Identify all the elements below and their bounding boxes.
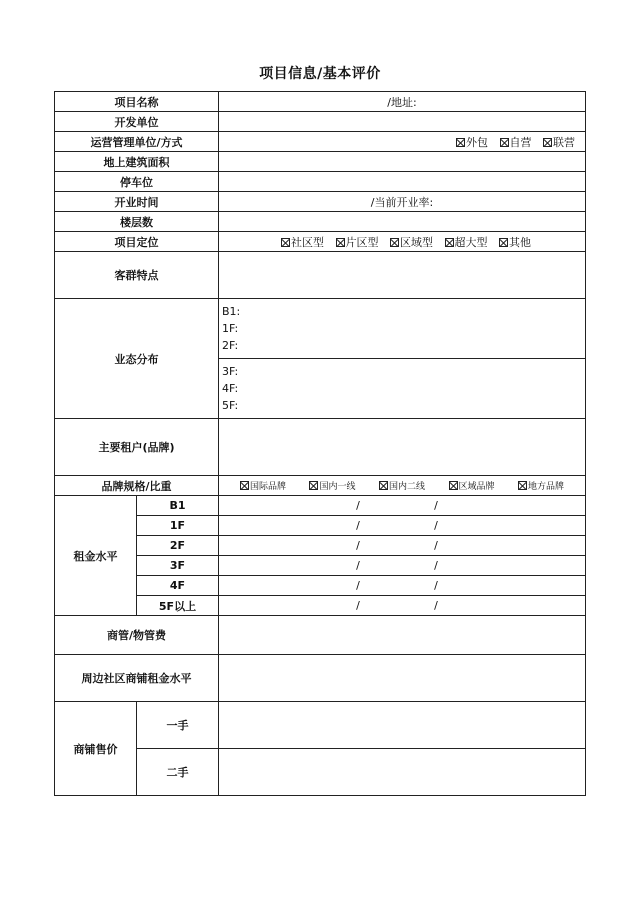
positioning-label: 项目定位 (55, 232, 219, 252)
rent-floor-label: 5F以上 (137, 596, 219, 616)
project-name-value[interactable]: /地址: (219, 92, 586, 112)
floor-area-value[interactable] (219, 152, 586, 172)
nearby-rent-label: 周边社区商铺租金水平 (55, 655, 219, 702)
option-other[interactable]: 其他 (499, 234, 531, 250)
checkbox-icon (240, 481, 249, 490)
checkbox-icon (445, 238, 454, 247)
row-brand-ratio (55, 476, 586, 496)
rent-value[interactable]: / / (219, 516, 586, 536)
parking-value[interactable] (219, 172, 586, 192)
business-label: 业态分布 (55, 299, 219, 419)
project-name-label: 项目名称 (55, 92, 219, 112)
row-tenants (55, 419, 586, 476)
shop-price-first-label: 一手 (137, 702, 219, 749)
mgmt-fee-label: 商管/物管费 (55, 616, 219, 655)
mgmt-fee-value[interactable] (219, 616, 586, 655)
rent-floor-label: 1F (137, 516, 219, 536)
floor-area-label: 地上建筑面积 (55, 152, 219, 172)
rent-value[interactable]: / / (219, 596, 586, 616)
business-group-1[interactable]: B1: 1F: 2F: (219, 299, 586, 359)
business-group-2[interactable]: 3F: 4F: 5F: (219, 359, 586, 419)
page-title: 项目信息/基本评价 (259, 66, 381, 82)
row-floor-area (55, 152, 586, 172)
option-district[interactable]: 片区型 (336, 234, 379, 250)
option-regional-brand[interactable]: 区域品牌 (449, 479, 495, 492)
option-outsource[interactable]: 外包 (456, 134, 488, 150)
option-international[interactable]: 国际品牌 (240, 479, 286, 492)
nearby-rent-value[interactable] (219, 655, 586, 702)
operator-options (219, 132, 586, 152)
operator-label: 运营管理单位/方式 (55, 132, 219, 152)
checkbox-icon (281, 238, 290, 247)
row-customers (55, 252, 586, 299)
option-self-operated[interactable]: 自营 (500, 134, 532, 150)
checkbox-icon (309, 481, 318, 490)
info-table (54, 91, 586, 796)
option-super[interactable]: 超大型 (445, 234, 488, 250)
brand-ratio-label: 品牌规格/比重 (55, 476, 219, 496)
rent-floor-label: 3F (137, 556, 219, 576)
rent-value[interactable]: / / (219, 536, 586, 556)
tenants-label: 主要租户(品牌) (55, 419, 219, 476)
shop-price-first-value[interactable] (219, 702, 586, 749)
row-shop-price-first (55, 702, 586, 749)
checkbox-icon (449, 481, 458, 490)
row-operator (55, 132, 586, 152)
shop-price-second-label: 二手 (137, 749, 219, 796)
row-nearby-rent (55, 655, 586, 702)
option-local-brand[interactable]: 地方品牌 (518, 479, 564, 492)
customers-label: 客群特点 (55, 252, 219, 299)
checkbox-icon (336, 238, 345, 247)
rent-floor-label: 2F (137, 536, 219, 556)
developer-value[interactable] (219, 112, 586, 132)
row-mgmt-fee (55, 616, 586, 655)
parking-label: 停车位 (55, 172, 219, 192)
rent-value[interactable]: / / (219, 556, 586, 576)
shop-price-label: 商铺售价 (55, 702, 137, 796)
option-joint[interactable]: 联营 (543, 134, 575, 150)
checkbox-icon (456, 138, 465, 147)
brand-ratio-options (219, 476, 586, 496)
open-time-label: 开业时间 (55, 192, 219, 212)
checkbox-icon (499, 238, 508, 247)
option-community[interactable]: 社区型 (281, 234, 324, 250)
row-positioning (55, 232, 586, 252)
row-project-name (55, 92, 586, 112)
floors-value[interactable] (219, 212, 586, 232)
rent-floor-label: 4F (137, 576, 219, 596)
checkbox-icon (543, 138, 552, 147)
option-domestic-first[interactable]: 国内一线 (309, 479, 355, 492)
rent-value[interactable]: / / (219, 496, 586, 516)
developer-label: 开发单位 (55, 112, 219, 132)
row-rent-b1 (55, 496, 586, 516)
row-open-time (55, 192, 586, 212)
option-domestic-second[interactable]: 国内二线 (379, 479, 425, 492)
checkbox-icon (518, 481, 527, 490)
shop-price-second-value[interactable] (219, 749, 586, 796)
checkbox-icon (500, 138, 509, 147)
floors-label: 楼层数 (55, 212, 219, 232)
customers-value[interactable] (219, 252, 586, 299)
checkbox-icon (390, 238, 399, 247)
row-floors (55, 212, 586, 232)
tenants-value[interactable] (219, 419, 586, 476)
rent-label: 租金水平 (55, 496, 137, 616)
open-time-value[interactable]: /当前开业率: (219, 192, 586, 212)
row-parking (55, 172, 586, 192)
option-regional[interactable]: 区域型 (390, 234, 433, 250)
positioning-options (219, 232, 586, 252)
rent-value[interactable]: / / (219, 576, 586, 596)
checkbox-icon (379, 481, 388, 490)
row-developer (55, 112, 586, 132)
rent-floor-label: B1 (137, 496, 219, 516)
row-business-1 (55, 299, 586, 359)
